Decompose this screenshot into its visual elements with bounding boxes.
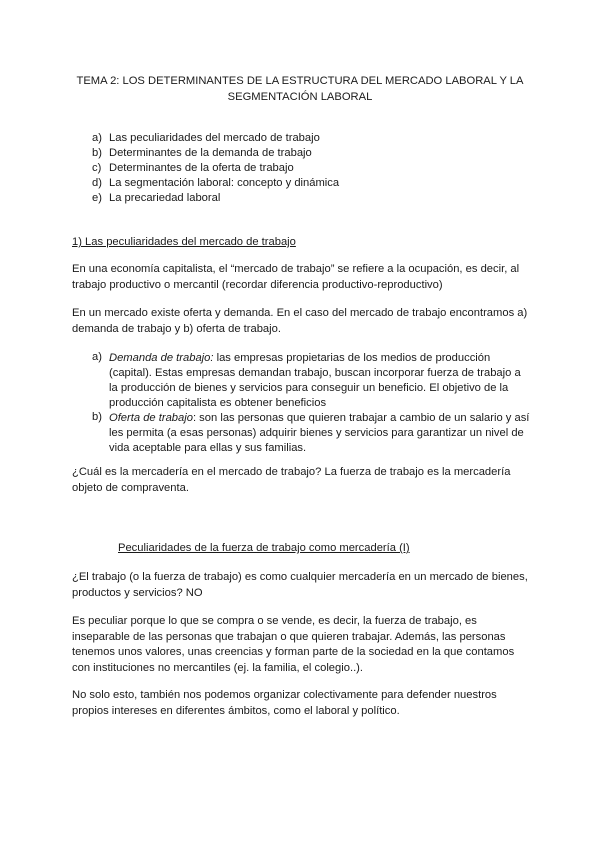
section-2-paragraph-2: Es peculiar porque lo que se compra o se vende, es decir, la fuerza de trabajo, es inseparable de las personas que trabajan o que quieren trabajar. Además, las personas tenemos unos valores, unas creencias y forman parte de la sociedad en la que contamos con instituciones no mercantiles (ej. la familia, el colegio..). bbox=[72, 615, 515, 674]
list-item-supply: b) Oferta de trabajo: son las personas que quieren trabajar a cambio de un salario y así les permita (a esas personas) adquirir bienes y servicios para garantizar un nivel de vida aceptable para ellas y sus familias. bbox=[92, 411, 530, 454]
section-2-paragraph-3: No solo esto, también nos podemos organizar colectivamente para defender nuestros propios intereses en diferentes ámbitos, como el laboral y político. bbox=[72, 689, 497, 717]
document-title bbox=[60, 73, 540, 105]
term-demanda: Demanda de trabajo: bbox=[109, 352, 214, 364]
term-oferta: Oferta de trabajo bbox=[109, 412, 193, 424]
topic-item-e: e) La precariedad laboral bbox=[92, 192, 221, 204]
topic-item-a: a) Las peculiaridades del mercado de trabajo bbox=[92, 132, 320, 144]
section-2-heading: Peculiaridades de la fuerza de trabajo como mercadería (I) bbox=[118, 542, 410, 554]
title-line-1: TEMA 2: LOS DETERMINANTES DE LA ESTRUCTURA DEL MERCADO LABORAL Y LA bbox=[76, 75, 524, 87]
section-1-paragraph-2: En un mercado existe oferta y demanda. En el caso del mercado de trabajo encontramos a) demanda de trabajo y b) oferta de trabajo. bbox=[72, 307, 528, 335]
list-item-demand: a) Demanda de trabajo: las empresas propietarias de los medios de producción (capital). Estas empresas demandan trabajo, buscan incorporar fuerza de trabajo a la producción de bienes y servicios para conseguir un beneficio. El objetivo de la producción capitalista es obtener beneficios bbox=[92, 351, 521, 409]
title-line-2: SEGMENTACIÓN LABORAL bbox=[227, 91, 373, 103]
section-1-paragraph-1: En una economía capitalista, el “mercado de trabajo” se refiere a la ocupación, es decir, al trabajo productivo o mercantil (recordar diferencia productivo-reproductivo) bbox=[72, 263, 520, 291]
topic-item-b: b) Determinantes de la demanda de trabajo bbox=[92, 147, 312, 159]
section-2-paragraph-1: ¿El trabajo (o la fuerza de trabajo) es como cualquier mercadería en un mercado de bienes, productos y servicios? NO bbox=[72, 571, 528, 599]
topic-item-c: c) Determinantes de la oferta de trabajo bbox=[92, 162, 294, 174]
section-1-paragraph-3: ¿Cuál es la mercadería en el mercado de trabajo? La fuerza de trabajo es la mercadería objeto de compraventa. bbox=[72, 466, 511, 494]
section-1-heading: 1) Las peculiaridades del mercado de trabajo bbox=[72, 236, 296, 248]
market-sides-list bbox=[92, 351, 542, 456]
topic-list bbox=[92, 131, 339, 206]
topic-item-d: d) La segmentación laboral: concepto y dinámica bbox=[92, 177, 340, 189]
